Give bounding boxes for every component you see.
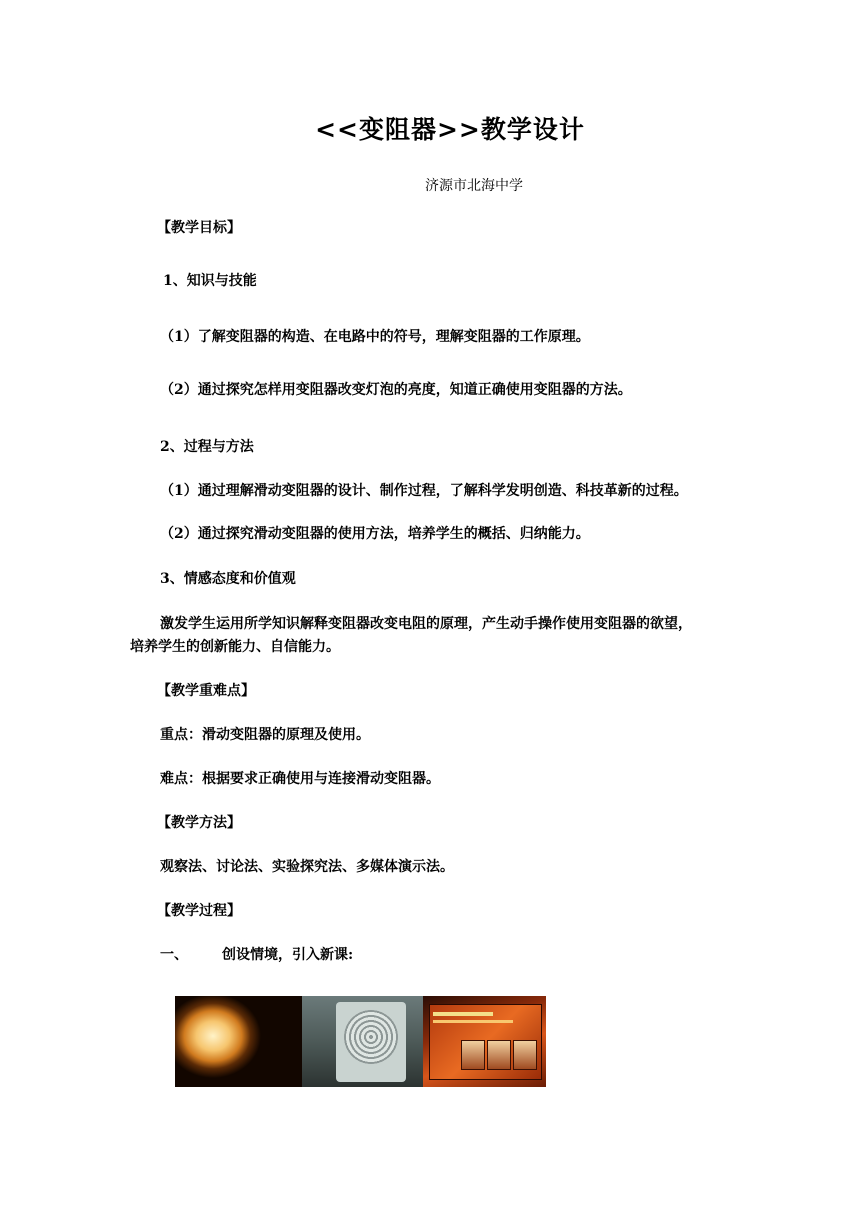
step-1-text: 创设情境，引入新课: (222, 947, 354, 963)
knowledge-item-2: （2）通过探究怎样用变阻器改变灯泡的亮度，知道正确使用变阻器的方法。 (160, 382, 632, 398)
method-heading: 【教学方法】 (157, 815, 241, 831)
teaching-process-heading: 【教学过程】 (157, 903, 241, 919)
process-item-1: （1）通过理解滑动变阻器的设计、制作过程，了解科学发明创造、科技革新的过程。 (160, 483, 688, 499)
difficult-point: 难点：根据要求正确使用与连接滑动变阻器。 (160, 771, 440, 787)
process-heading: 2、过程与方法 (160, 439, 254, 455)
document-title: <<变阻器>>教学设计 (315, 115, 585, 144)
step-1-number: 一、 (160, 947, 188, 963)
key-difficulty-heading: 【教学重难点】 (157, 683, 255, 699)
emotion-text-line-1: 激发学生运用所学知识解释变阻器改变电阻的原理，产生动手操作使用变阻器的欲望， (160, 616, 692, 632)
process-item-2: （2）通过探究滑动变阻器的使用方法，培养学生的概括、归纳能力。 (160, 526, 590, 542)
emotion-heading: 3、情感态度和价值观 (160, 571, 296, 587)
knowledge-item-1: （1）了解变阻器的构造、在电路中的符号，理解变阻器的工作原理。 (160, 329, 590, 345)
key-point: 重点：滑动变阻器的原理及使用。 (160, 727, 370, 743)
objectives-heading: 【教学目标】 (157, 220, 241, 236)
method-text: 观察法、讨论法、实验探究法、多媒体演示法。 (160, 859, 454, 875)
school-name: 济源市北海中学 (425, 178, 523, 194)
fan-photo (302, 996, 423, 1087)
tv-photo (423, 996, 546, 1087)
intro-photos (175, 996, 546, 1087)
lamp-photo (175, 996, 302, 1087)
emotion-text-line-2: 培养学生的创新能力、自信能力。 (130, 639, 340, 655)
knowledge-heading: 1、知识与技能 (163, 273, 257, 289)
